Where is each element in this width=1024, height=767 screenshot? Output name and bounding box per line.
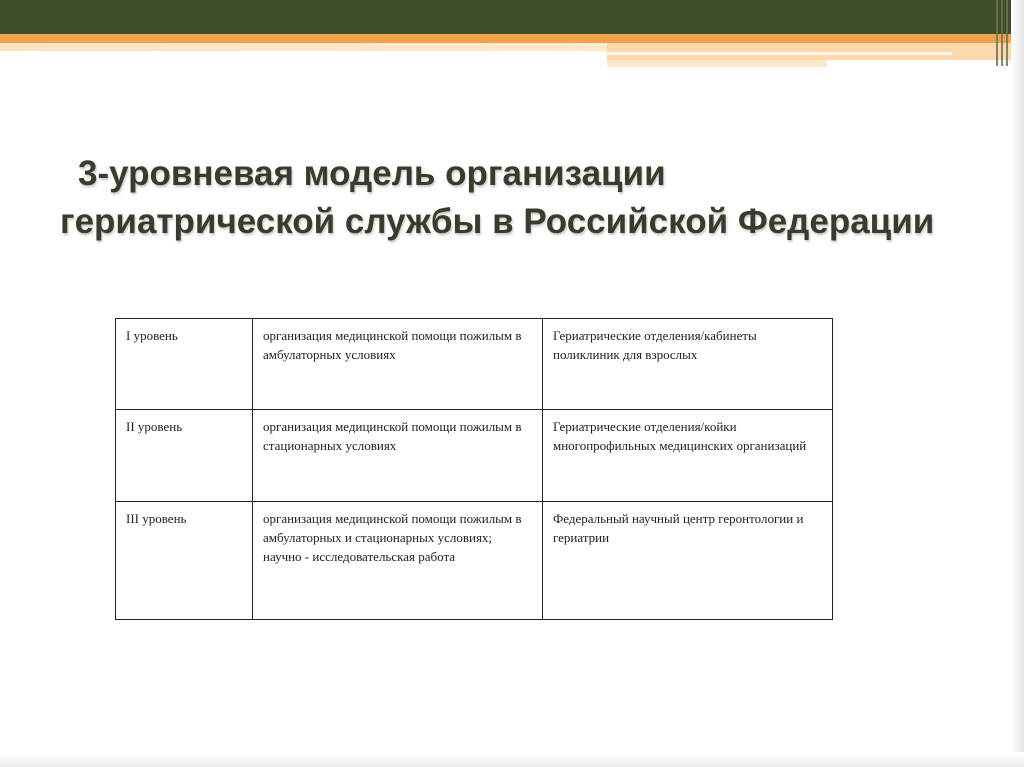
level-cell: III уровень (116, 502, 253, 620)
institutions-cell: Гериатрические отделения/койки многопрофильных медицинских организаций (543, 410, 833, 502)
page-bottom-shadow (0, 752, 1024, 767)
header-band-orange (0, 34, 1024, 43)
level-cell: II уровень (116, 410, 253, 502)
header-stripe (1006, 0, 1008, 66)
institutions-cell: Федеральный научный центр геронтологии и гериатрии (543, 502, 833, 620)
slide-title-line1: 3-уровневая модель организации (78, 154, 666, 193)
table-row (116, 319, 833, 410)
header-band-accent-pale (607, 60, 827, 67)
page-edge-shadow (1011, 0, 1024, 767)
institutions-cell: Гериатрические отделения/кабинеты поликлиник для взрослых (543, 319, 833, 410)
header-band-accent-line (607, 52, 952, 55)
slide-title (60, 150, 1000, 246)
organization-cell: организация медицинской помощи пожилым в амбулаторных условиях (253, 319, 543, 410)
header-band-dark (0, 0, 1024, 34)
table-row (116, 502, 833, 620)
table-row (116, 410, 833, 502)
slide-title-line2: гериатрической службы в Российской Федерации (60, 202, 935, 241)
levels-table (115, 318, 833, 620)
level-cell: I уровень (116, 319, 253, 410)
header-stripe (1001, 0, 1003, 66)
organization-cell: организация медицинской помощи пожилым в амбулаторных и стационарных условиях; научно - исследовательская работа (253, 502, 543, 620)
organization-cell: организация медицинской помощи пожилым в стационарных условиях (253, 410, 543, 502)
header-stripe (996, 0, 998, 66)
